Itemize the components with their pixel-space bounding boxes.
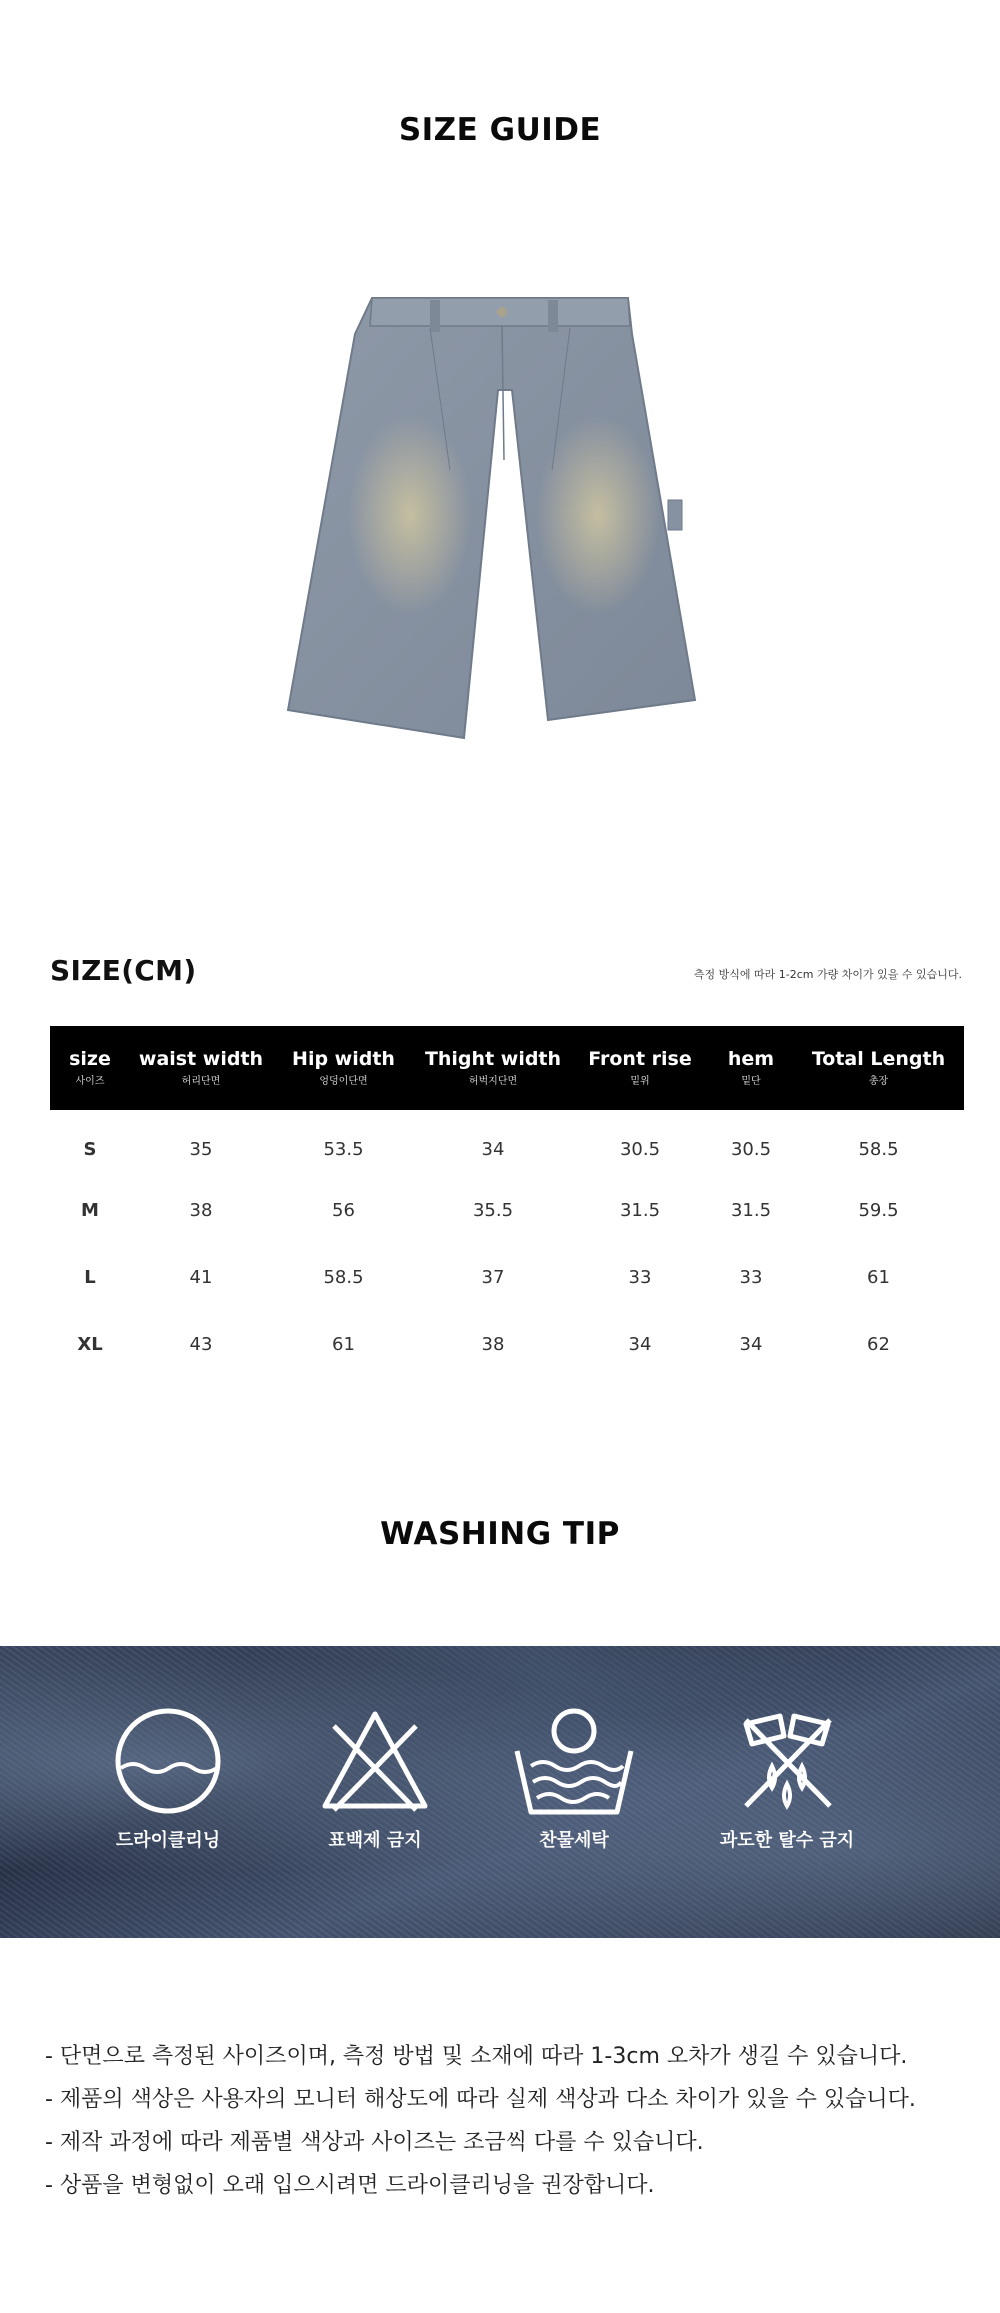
- wash-label: 드라이클리닝: [115, 1830, 221, 1851]
- table-cell: 34: [628, 1334, 652, 1355]
- size-cell: XL: [77, 1334, 103, 1355]
- header-front-rise: Front rise 밑위: [588, 1048, 692, 1087]
- product-image: [280, 290, 720, 750]
- header-hem: hem 밑단: [727, 1048, 775, 1087]
- note-item: - 상품을 변형없이 오래 입으시려면 드라이클리닝을 권장합니다.: [45, 2173, 655, 2198]
- size-note: 측정 방식에 따라 1-2cm 가량 차이가 있을 수 있습니다.: [693, 968, 962, 981]
- table-cell: 30.5: [730, 1139, 772, 1160]
- table-cell: 35.5: [472, 1200, 514, 1221]
- no-bleach-icon: [320, 1706, 430, 1816]
- table-cell: 37: [481, 1267, 505, 1288]
- table-header-row: [50, 1026, 964, 1110]
- wash-label: 찬물세탁: [539, 1830, 609, 1851]
- table-cell: 31.5: [619, 1200, 661, 1221]
- note-item: - 제작 과정에 따라 제품별 색상과 사이즈는 조금씩 다를 수 있습니다.: [45, 2130, 704, 2155]
- table-cell: 31.5: [730, 1200, 772, 1221]
- size-table: [50, 1026, 964, 1378]
- washing-tip-title: WASHING TIP: [380, 1516, 620, 1552]
- dry-clean-icon: [113, 1706, 223, 1816]
- table-cell: 34: [739, 1334, 763, 1355]
- wash-item-no-bleach: [285, 1706, 465, 1852]
- care-notes: [45, 2035, 965, 2207]
- note-item: - 제품의 색상은 사용자의 모니터 해상도에 따라 실제 색상과 다소 차이가 있을 수 있습니다.: [45, 2087, 916, 2112]
- wash-label: 표백제 금지: [328, 1830, 422, 1851]
- wash-item-no-spin: [697, 1706, 877, 1852]
- wash-label: 과도한 탈수 금지: [719, 1830, 855, 1851]
- cold-wash-icon: [509, 1706, 639, 1816]
- table-cell: 53.5: [323, 1139, 364, 1160]
- table-cell: 38: [189, 1200, 213, 1221]
- size-guide-title: SIZE GUIDE: [398, 112, 602, 148]
- table-row: [50, 1244, 964, 1311]
- no-excess-spin-icon: [732, 1706, 842, 1816]
- table-cell: 33: [628, 1267, 652, 1288]
- size-cell: M: [81, 1200, 99, 1221]
- header-waist: waist width 허리단면: [138, 1048, 264, 1087]
- table-cell: 38: [481, 1334, 505, 1355]
- size-cell: L: [84, 1267, 96, 1288]
- table-cell: 58.5: [858, 1139, 899, 1160]
- header-total-length: Total Length 총장: [811, 1048, 946, 1087]
- wash-item-dry-clean: [78, 1706, 258, 1852]
- table-cell: 30.5: [619, 1139, 661, 1160]
- washing-band: [0, 1646, 1000, 1938]
- size-heading: SIZE(CM): [50, 954, 197, 987]
- table-cell: 41: [189, 1267, 213, 1288]
- note-item: - 단면으로 측정된 사이즈이며, 측정 방법 및 소재에 따라 1-3cm 오차가 생길 수 있습니다.: [45, 2044, 908, 2069]
- table-cell: 62: [867, 1334, 890, 1355]
- table-row: [50, 1110, 964, 1177]
- table-row: [50, 1177, 964, 1244]
- table-cell: 58.5: [323, 1267, 364, 1288]
- header-size: size 사이즈: [69, 1048, 111, 1087]
- table-cell: 35: [189, 1139, 213, 1160]
- header-hip: Hip width 엉덩이단면: [292, 1048, 395, 1087]
- wash-item-cold-wash: [484, 1706, 664, 1852]
- table-cell: 61: [867, 1267, 890, 1288]
- table-cell: 61: [332, 1334, 355, 1355]
- table-row: [50, 1311, 964, 1378]
- header-thigh: Thight width 허벅지단면: [424, 1048, 562, 1087]
- table-cell: 34: [481, 1139, 505, 1160]
- table-cell: 33: [739, 1267, 763, 1288]
- table-cell: 59.5: [858, 1200, 899, 1221]
- size-cell: S: [83, 1139, 97, 1160]
- table-cell: 43: [189, 1334, 213, 1355]
- table-cell: 56: [332, 1200, 355, 1221]
